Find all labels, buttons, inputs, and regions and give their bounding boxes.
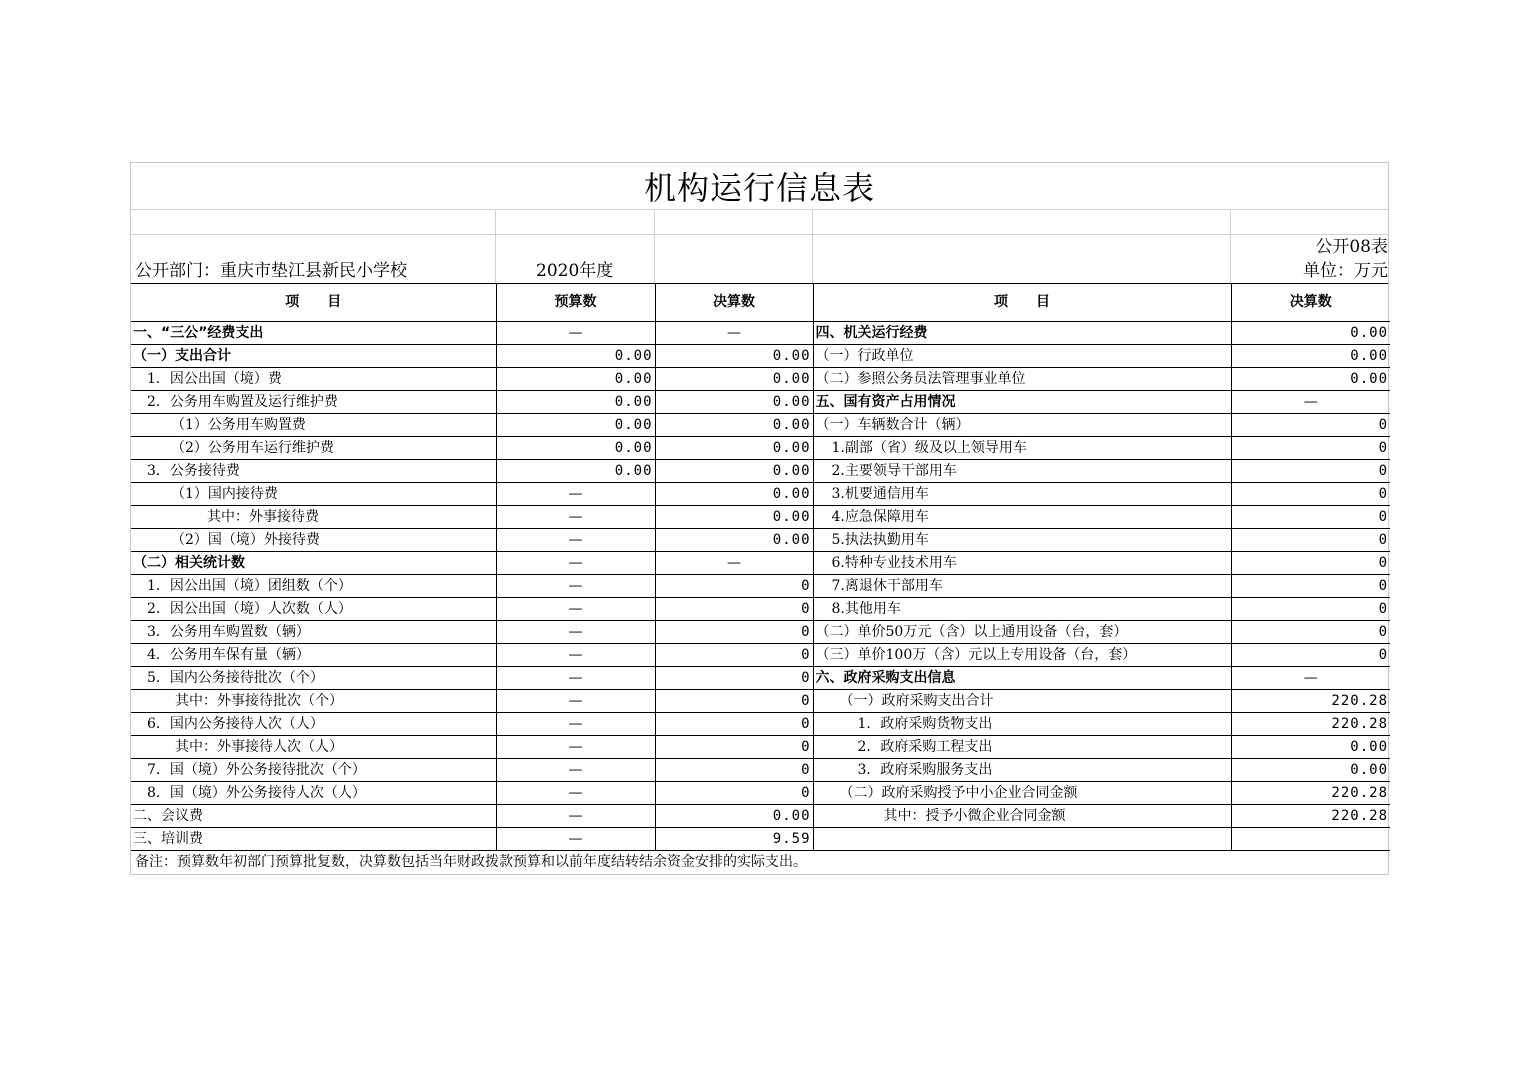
row-item-left: 6．国内公务接待人次（人） — [131, 712, 496, 735]
row-final-right: — — [1231, 666, 1390, 689]
row-item-right: （三）单价100万（含）元以上专用设备（台，套） — [813, 643, 1231, 666]
row-item-left: （2）国（境）外接待费 — [131, 528, 496, 551]
table-row — [131, 367, 1390, 390]
row-item-right: 6.特种专业技术用车 — [813, 551, 1231, 574]
row-final-right: 0 — [1231, 574, 1390, 597]
row-item-left: （二）相关统计数 — [131, 551, 496, 574]
title-row — [131, 163, 1388, 210]
row-budget: — — [496, 482, 655, 505]
row-item-right: （一）政府采购支出合计 — [813, 689, 1231, 712]
row-final-left: 0.00 — [655, 804, 813, 827]
row-final-right: 0 — [1231, 505, 1390, 528]
row-item-left: 7．国（境）外公务接待批次（个） — [131, 758, 496, 781]
table-row — [131, 436, 1390, 459]
row-final-left: — — [655, 551, 813, 574]
row-final-left: 0.00 — [655, 367, 813, 390]
report-sheet — [130, 162, 1389, 875]
table-row — [131, 482, 1390, 505]
row-final-right — [1231, 827, 1390, 850]
row-item-left: 1．因公出国（境）费 — [131, 367, 496, 390]
header-final-left: 决算数 — [655, 284, 813, 321]
row-final-right: 0 — [1231, 620, 1390, 643]
row-budget: 0.00 — [496, 390, 655, 413]
row-final-right: 0 — [1231, 413, 1390, 436]
data-table — [131, 284, 1390, 851]
row-item-right: （一）车辆数合计（辆） — [813, 413, 1231, 436]
row-item-left: （2）公务用车运行维护费 — [131, 436, 496, 459]
row-item-left: （1）国内接待费 — [131, 482, 496, 505]
table-row — [131, 321, 1390, 344]
row-budget: 0.00 — [496, 344, 655, 367]
row-budget: — — [496, 505, 655, 528]
row-budget: — — [496, 689, 655, 712]
row-item-right: 4.应急保障用车 — [813, 505, 1231, 528]
table-row — [131, 551, 1390, 574]
row-final-left: 0.00 — [655, 528, 813, 551]
table-row — [131, 459, 1390, 482]
row-budget: — — [496, 758, 655, 781]
row-item-right: （一）行政单位 — [813, 344, 1231, 367]
row-final-left: 0.00 — [655, 344, 813, 367]
row-item-left: 1．因公出国（境）团组数（个） — [131, 574, 496, 597]
row-budget: — — [496, 528, 655, 551]
table-code: 公开08表 — [1315, 237, 1388, 257]
table-row — [131, 528, 1390, 551]
row-final-right: 0 — [1231, 459, 1390, 482]
meta-row — [131, 259, 1388, 284]
row-final-left: 0 — [655, 758, 813, 781]
row-budget: — — [496, 643, 655, 666]
row-item-left: 一、“三公”经费支出 — [131, 321, 496, 344]
row-budget: 0.00 — [496, 436, 655, 459]
blank-row — [131, 210, 1388, 235]
header-item-right: 项 目 — [813, 284, 1231, 321]
row-item-left: 3．公务用车购置数（辆） — [131, 620, 496, 643]
row-final-left: 0.00 — [655, 436, 813, 459]
row-item-right — [813, 827, 1231, 850]
row-final-right: 220.28 — [1231, 712, 1390, 735]
row-final-left: 0 — [655, 620, 813, 643]
row-final-right: 0.00 — [1231, 735, 1390, 758]
row-final-left: 0.00 — [655, 413, 813, 436]
row-final-left: — — [655, 321, 813, 344]
row-item-right: 1．政府采购货物支出 — [813, 712, 1231, 735]
row-budget: — — [496, 827, 655, 850]
table-header-row — [131, 284, 1390, 321]
row-item-left: 2．因公出国（境）人次数（人） — [131, 597, 496, 620]
row-budget: — — [496, 712, 655, 735]
row-final-left: 0 — [655, 574, 813, 597]
page-title: 机构运行信息表 — [643, 169, 875, 207]
row-item-left: 3．公务接待费 — [131, 459, 496, 482]
row-budget: — — [496, 551, 655, 574]
row-budget: — — [496, 666, 655, 689]
row-final-right: — — [1231, 390, 1390, 413]
row-item-right: 8.其他用车 — [813, 597, 1231, 620]
row-item-right: 2.主要领导干部用车 — [813, 459, 1231, 482]
row-item-left: 5．国内公务接待批次（个） — [131, 666, 496, 689]
row-final-left: 0 — [655, 666, 813, 689]
table-row — [131, 643, 1390, 666]
row-final-right: 0 — [1231, 436, 1390, 459]
table-code-row — [131, 235, 1388, 259]
table-row — [131, 390, 1390, 413]
row-item-right: 7.离退休干部用车 — [813, 574, 1231, 597]
row-final-left: 0.00 — [655, 482, 813, 505]
table-row — [131, 712, 1390, 735]
row-final-right: 220.28 — [1231, 781, 1390, 804]
row-item-left: 三、培训费 — [131, 827, 496, 850]
row-final-left: 0 — [655, 712, 813, 735]
row-final-right: 220.28 — [1231, 804, 1390, 827]
table-row — [131, 781, 1390, 804]
row-item-left: 4．公务用车保有量（辆） — [131, 643, 496, 666]
table-row — [131, 620, 1390, 643]
row-item-left: 其中：外事接待人次（人） — [131, 735, 496, 758]
row-item-right: 五、国有资产占用情况 — [813, 390, 1231, 413]
row-final-right: 0.00 — [1231, 321, 1390, 344]
table-row — [131, 804, 1390, 827]
row-budget: — — [496, 574, 655, 597]
table-body — [131, 321, 1390, 850]
row-budget: — — [496, 735, 655, 758]
table-row — [131, 827, 1390, 850]
row-budget: 0.00 — [496, 459, 655, 482]
row-item-right: （二）单价50万元（含）以上通用设备（台，套） — [813, 620, 1231, 643]
row-item-left: （一）支出合计 — [131, 344, 496, 367]
row-final-right: 0 — [1231, 551, 1390, 574]
row-final-right: 0 — [1231, 482, 1390, 505]
row-item-left: 其中：外事接待费 — [131, 505, 496, 528]
row-final-left: 0 — [655, 689, 813, 712]
row-item-right: 2．政府采购工程支出 — [813, 735, 1231, 758]
table-row — [131, 505, 1390, 528]
row-final-right: 0.00 — [1231, 758, 1390, 781]
row-item-right: （二）政府采购授予中小企业合同金额 — [813, 781, 1231, 804]
row-final-left: 0 — [655, 781, 813, 804]
row-final-right: 0.00 — [1231, 367, 1390, 390]
table-row — [131, 758, 1390, 781]
row-final-left: 0.00 — [655, 459, 813, 482]
row-final-right: 0.00 — [1231, 344, 1390, 367]
table-row — [131, 597, 1390, 620]
row-item-right: 5.执法执勤用车 — [813, 528, 1231, 551]
row-final-left: 9.59 — [655, 827, 813, 850]
row-budget: — — [496, 597, 655, 620]
header-final-right: 决算数 — [1231, 284, 1390, 321]
row-item-right: （二）参照公务员法管理事业单位 — [813, 367, 1231, 390]
row-final-left: 0 — [655, 643, 813, 666]
row-final-right: 0 — [1231, 597, 1390, 620]
row-item-left: （1）公务用车购置费 — [131, 413, 496, 436]
sheet-frame — [130, 162, 1389, 875]
row-budget: — — [496, 781, 655, 804]
row-final-left: 0 — [655, 735, 813, 758]
table-row — [131, 413, 1390, 436]
row-item-left: 其中：外事接待批次（个） — [131, 689, 496, 712]
row-final-left: 0.00 — [655, 505, 813, 528]
row-item-left: 8．国（境）外公务接待人次（人） — [131, 781, 496, 804]
row-item-right: 3．政府采购服务支出 — [813, 758, 1231, 781]
table-row — [131, 344, 1390, 367]
row-item-left: 二、会议费 — [131, 804, 496, 827]
header-budget: 预算数 — [496, 284, 655, 321]
row-budget: — — [496, 804, 655, 827]
row-final-left: 0.00 — [655, 390, 813, 413]
table-row — [131, 574, 1390, 597]
unit-label: 单位：万元 — [1303, 261, 1388, 281]
row-final-left: 0 — [655, 597, 813, 620]
row-budget: 0.00 — [496, 413, 655, 436]
department-label: 公开部门：重庆市垫江县新民小学校 — [131, 259, 496, 283]
row-final-right: 0 — [1231, 643, 1390, 666]
row-item-right: 1.副部（省）级及以上领导用车 — [813, 436, 1231, 459]
row-item-left: 2．公务用车购置及运行维护费 — [131, 390, 496, 413]
year-label: 2020年度 — [536, 261, 614, 281]
footnote: 备注：预算数年初部门预算批复数，决算数包括当年财政拨款预算和以前年度结转结余资金安排的实际支出。 — [135, 853, 807, 870]
header-item-left: 项 目 — [131, 284, 496, 321]
row-budget: 0.00 — [496, 367, 655, 390]
table-row — [131, 666, 1390, 689]
table-row — [131, 689, 1390, 712]
row-final-right: 220.28 — [1231, 689, 1390, 712]
row-item-right: 其中：授予小微企业合同金额 — [813, 804, 1231, 827]
table-row — [131, 735, 1390, 758]
row-item-right: 六、政府采购支出信息 — [813, 666, 1231, 689]
row-item-right: 3.机要通信用车 — [813, 482, 1231, 505]
row-budget: — — [496, 321, 655, 344]
row-final-right: 0 — [1231, 528, 1390, 551]
row-budget: — — [496, 620, 655, 643]
row-item-right: 四、机关运行经费 — [813, 321, 1231, 344]
